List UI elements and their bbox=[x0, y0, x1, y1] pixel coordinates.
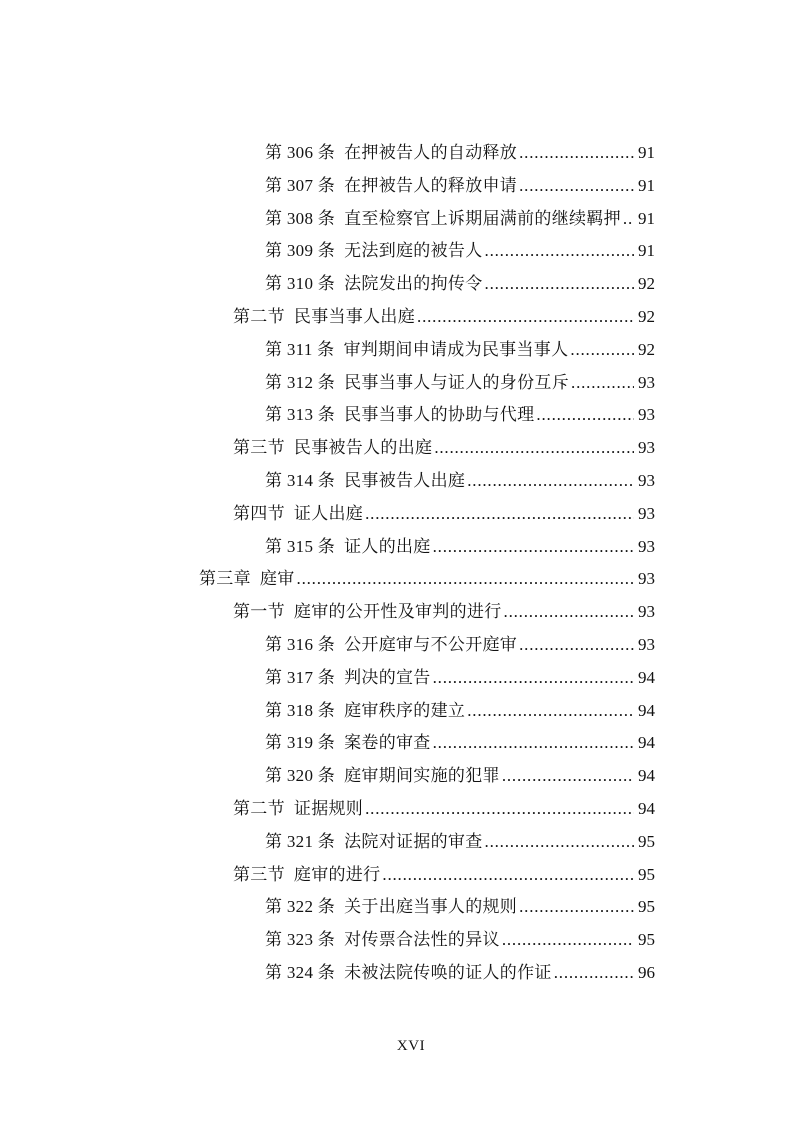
toc-entry-title: 法院对证据的审查 bbox=[344, 831, 483, 851]
toc-entry-title: 庭审的进行 bbox=[293, 864, 381, 884]
dot-leader bbox=[433, 727, 634, 760]
toc-entry-page-number: 96 bbox=[638, 962, 655, 982]
toc-entry-title: 直至检察官上诉期届满前的继续羁押 bbox=[344, 208, 621, 228]
toc-entry-title: 法院发出的拘传令 bbox=[344, 274, 483, 294]
toc-entry-title: 庭审秩序的建立 bbox=[344, 700, 466, 720]
toc-entry-label: 第 322 条 bbox=[265, 897, 336, 917]
toc-entry-page-number: 93 bbox=[638, 602, 655, 622]
toc-entry bbox=[0, 432, 655, 465]
dot-leader bbox=[297, 563, 634, 596]
toc-entry bbox=[0, 531, 655, 564]
toc-entry bbox=[0, 170, 655, 203]
toc-entry bbox=[0, 498, 655, 531]
toc-entry bbox=[0, 137, 655, 170]
toc-entry-label: 第 311 条 bbox=[265, 339, 335, 359]
toc-entry-title: 未被法院传唤的证人的作证 bbox=[344, 962, 552, 982]
toc-entry-page-number: 93 bbox=[638, 634, 655, 654]
toc-entry-page-number: 92 bbox=[638, 339, 655, 359]
toc-entry-label: 第 308 条 bbox=[265, 208, 336, 228]
dot-leader bbox=[434, 432, 634, 465]
toc-entry-label: 第三章 bbox=[199, 569, 251, 589]
toc-entry-title: 案卷的审查 bbox=[344, 733, 431, 753]
toc-entry bbox=[0, 859, 655, 892]
dot-leader bbox=[433, 531, 634, 564]
toc-entry-page-number: 93 bbox=[638, 470, 655, 490]
toc-entry bbox=[0, 399, 655, 432]
toc-entry-page-number: 91 bbox=[638, 208, 655, 228]
toc-entry-label: 第 313 条 bbox=[265, 405, 336, 425]
toc-entry-page-number: 92 bbox=[638, 274, 655, 294]
dot-leader bbox=[365, 498, 634, 531]
dot-leader bbox=[519, 137, 634, 170]
toc-entry-page-number: 95 bbox=[638, 897, 655, 917]
dot-leader bbox=[571, 367, 634, 400]
dot-leader bbox=[485, 826, 634, 859]
table-of-contents bbox=[0, 137, 655, 990]
toc-entry bbox=[0, 334, 655, 367]
dot-leader bbox=[485, 268, 634, 301]
toc-entry-title: 民事当事人出庭 bbox=[293, 306, 416, 326]
dot-leader bbox=[504, 596, 634, 629]
toc-entry bbox=[0, 268, 655, 301]
toc-entry-label: 第 314 条 bbox=[265, 470, 336, 490]
toc-entry-label: 第 310 条 bbox=[265, 274, 336, 294]
toc-entry bbox=[0, 465, 655, 498]
toc-entry bbox=[0, 957, 655, 990]
toc-entry bbox=[0, 596, 655, 629]
toc-entry-title: 证据规则 bbox=[293, 798, 364, 818]
toc-entry-page-number: 93 bbox=[638, 536, 655, 556]
toc-entry-title: 判决的宣告 bbox=[344, 667, 431, 687]
toc-entry-title: 证人的出庭 bbox=[344, 536, 431, 556]
toc-entry-title: 在押被告人的自动释放 bbox=[344, 143, 518, 162]
toc-entry-page-number: 94 bbox=[638, 667, 655, 687]
toc-entry-title: 民事当事人与证人的身份互斥 bbox=[344, 372, 570, 392]
dot-leader bbox=[417, 301, 634, 334]
dot-leader bbox=[382, 859, 634, 892]
toc-entry-page-number: 93 bbox=[638, 405, 655, 425]
toc-entry-label: 第一节 bbox=[233, 602, 285, 622]
toc-entry-title: 民事当事人的协助与代理 bbox=[344, 405, 535, 425]
toc-entry-label: 第 320 条 bbox=[265, 766, 336, 786]
toc-entry bbox=[0, 235, 655, 268]
toc-entry bbox=[0, 727, 655, 760]
dot-leader bbox=[570, 334, 634, 367]
toc-entry bbox=[0, 924, 655, 957]
toc-entry-title: 审判期间申请成为民事当事人 bbox=[343, 339, 569, 359]
toc-entry-title: 庭审 bbox=[259, 569, 295, 589]
dot-leader bbox=[502, 924, 634, 957]
toc-entry-page-number: 95 bbox=[638, 930, 655, 950]
toc-entry-label: 第 317 条 bbox=[265, 667, 336, 687]
toc-entry bbox=[0, 301, 655, 334]
toc-entry-page-number: 93 bbox=[638, 503, 655, 523]
toc-entry-label: 第 321 条 bbox=[265, 831, 336, 851]
toc-entry-label: 第二节 bbox=[233, 306, 285, 326]
toc-entry-title: 对传票合法性的异议 bbox=[344, 930, 500, 950]
toc-entry-page-number: 95 bbox=[638, 864, 655, 884]
dot-leader bbox=[519, 891, 634, 924]
toc-entry-title: 无法到庭的被告人 bbox=[344, 241, 483, 261]
toc-entry-page-number: 95 bbox=[638, 831, 655, 851]
dot-leader bbox=[536, 399, 634, 432]
dot-leader bbox=[623, 203, 634, 236]
dot-leader bbox=[502, 760, 634, 793]
toc-entry-label: 第 316 条 bbox=[265, 634, 336, 654]
toc-entry-page-number: 94 bbox=[638, 733, 655, 753]
toc-entry-page-number: 92 bbox=[638, 306, 655, 326]
toc-entry-label: 第三节 bbox=[233, 438, 285, 458]
toc-entry-title: 证人出庭 bbox=[293, 503, 364, 523]
toc-entry-page-number: 91 bbox=[638, 143, 655, 162]
toc-entry bbox=[0, 793, 655, 826]
toc-entry-page-number: 94 bbox=[638, 700, 655, 720]
dot-leader bbox=[519, 629, 634, 662]
dot-leader bbox=[467, 465, 634, 498]
toc-entry-label: 第 307 条 bbox=[265, 175, 336, 195]
toc-entry bbox=[0, 629, 655, 662]
toc-entry bbox=[0, 826, 655, 859]
toc-entry-title: 民事被告人出庭 bbox=[344, 470, 466, 490]
toc-entry-page-number: 94 bbox=[638, 798, 655, 818]
toc-entry-label: 第 318 条 bbox=[265, 700, 336, 720]
toc-entry bbox=[0, 662, 655, 695]
dot-leader bbox=[485, 235, 634, 268]
toc-entry-page-number: 93 bbox=[638, 372, 655, 392]
toc-entry bbox=[0, 891, 655, 924]
toc-entry-label: 第三节 bbox=[233, 864, 285, 884]
toc-entry-page-number: 94 bbox=[638, 766, 655, 786]
toc-entry bbox=[0, 760, 655, 793]
toc-entry-title: 在押被告人的释放申请 bbox=[344, 175, 518, 195]
dot-leader bbox=[554, 957, 634, 990]
toc-entry-title: 民事被告人的出庭 bbox=[293, 438, 433, 458]
toc-entry-page-number: 91 bbox=[638, 241, 655, 261]
toc-entry bbox=[0, 367, 655, 400]
toc-entry-page-number: 91 bbox=[638, 175, 655, 195]
toc-entry-label: 第 319 条 bbox=[265, 733, 336, 753]
toc-entry-title: 庭审的公开性及审判的进行 bbox=[293, 602, 502, 622]
dot-leader bbox=[433, 662, 634, 695]
toc-entry-title: 关于出庭当事人的规则 bbox=[344, 897, 518, 917]
toc-entry bbox=[0, 563, 655, 596]
toc-entry-label: 第 306 条 bbox=[265, 143, 336, 162]
toc-entry-page-number: 93 bbox=[638, 438, 655, 458]
toc-entry-label: 第 323 条 bbox=[265, 930, 336, 950]
toc-entry-label: 第 312 条 bbox=[265, 372, 336, 392]
toc-entry-label: 第 309 条 bbox=[265, 241, 336, 261]
dot-leader bbox=[519, 170, 634, 203]
dot-leader bbox=[467, 695, 634, 728]
toc-entry-title: 庭审期间实施的犯罪 bbox=[344, 766, 500, 786]
toc-entry-label: 第 324 条 bbox=[265, 962, 336, 982]
toc-entry-label: 第二节 bbox=[233, 798, 285, 818]
toc-entry-title: 公开庭审与不公开庭审 bbox=[344, 634, 518, 654]
footer-page-number: XVI bbox=[396, 1038, 426, 1054]
toc-entry-label: 第 315 条 bbox=[265, 536, 336, 556]
toc-entry-page-number: 93 bbox=[638, 569, 655, 589]
dot-leader bbox=[365, 793, 634, 826]
toc-entry bbox=[0, 695, 655, 728]
toc-entry-label: 第四节 bbox=[233, 503, 285, 523]
toc-entry bbox=[0, 203, 655, 236]
